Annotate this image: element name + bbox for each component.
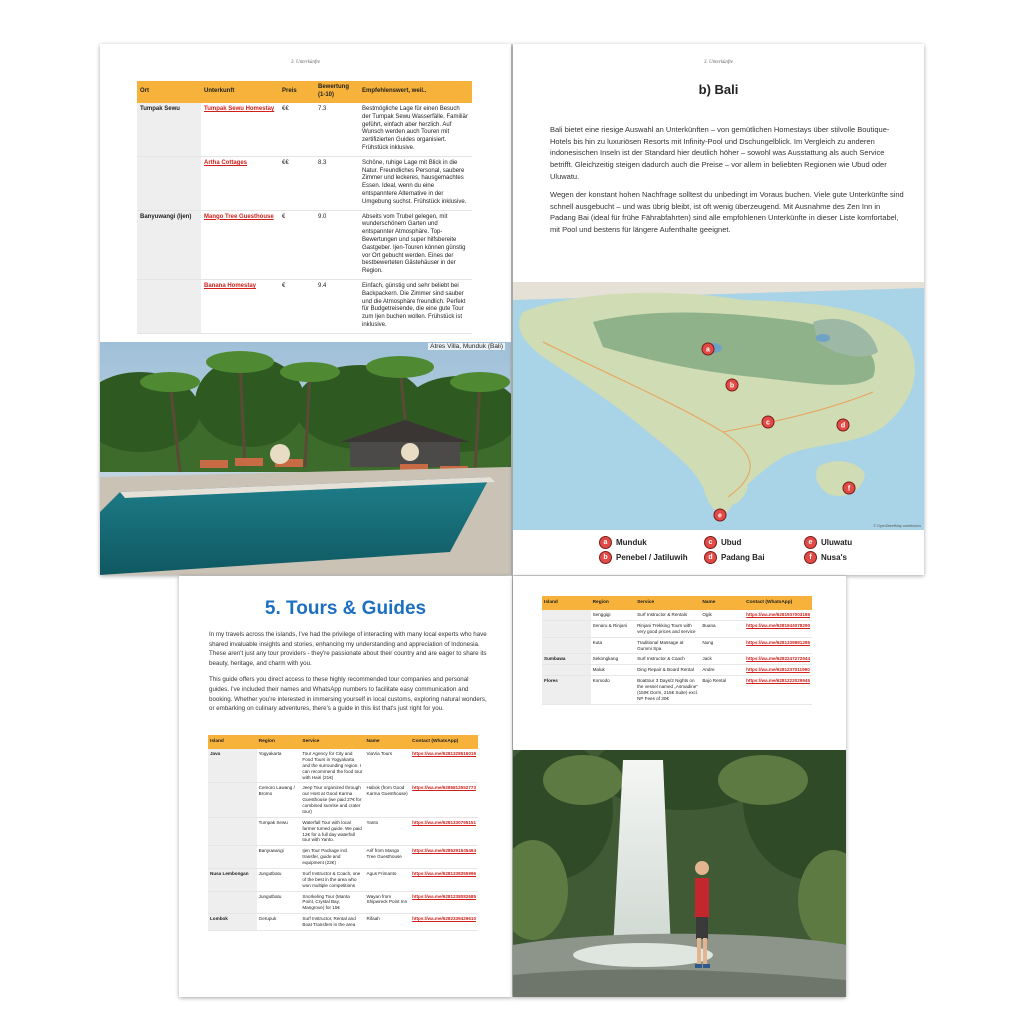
col-header-contact: Contact (WhatsApp) xyxy=(744,596,812,610)
legend-item: c Ubud xyxy=(704,536,741,549)
table-row: Nusa Lembongan Jungutbatu Surf Instructor & Coach, one of the best in the area who won multiple competitions Agus Frimanto https://wa.me/6281338355996 xyxy=(208,868,478,891)
whatsapp-link[interactable]: https://wa.me/6281338355996 xyxy=(412,870,476,876)
whatsapp-link[interactable]: https://wa.me/6281238082685 xyxy=(412,893,476,899)
table-row: Senggigi Surf Instructor & Rentals Ogik https://wa.me/6281937003186 xyxy=(542,610,812,620)
table-row: Kuta Traditional Massage at Gummi Spa Nung https://wa.me/6281339881285 xyxy=(542,637,812,654)
legend-item: a Munduk xyxy=(599,536,647,549)
cell-rating: 9.0 xyxy=(315,210,359,279)
col-header-region: Region xyxy=(591,596,636,610)
col-header-island: Island xyxy=(542,596,591,610)
marker-badge-icon: d xyxy=(704,551,717,564)
cell-rating: 7.3 xyxy=(315,103,359,156)
table-row xyxy=(137,103,472,156)
table-row: Flores Komodo Boattour 3 Days/2 Nights on the vessel named „Asmadine" (150€ Dorm, 215€ Suite) excl. NP Fees of 30€ Bajo Rental https://wa.me/6281222029945 xyxy=(542,676,812,705)
paragraph: This guide offers you direct access to these highly recommended tour companies and personal guides. I've included their names and WhatsApp numbers to facilitate easy communication and booking. Whether you're interested in immersing yourself in local customs, exploring natural wonders, or embarking on culinary adventures, there's a guide in this list that's just right for you. xyxy=(209,676,487,713)
paragraph: Bali bietet eine riesige Auswahl an Unterkünften – von gemütlichen Homestays über stilvolle Boutique-Hotels bis hin zu luxuriösen Resorts mit Infinity-Pool und Dschungelblick. Im Vergleich zu anderen indonesischen Inseln ist der Standard hier deutlich höher – sowohl was Ausstattung als auch Service betrifft. Gleichzeitig steigen dadurch auch die Preise – vor allem in beliebten Regionen wie Ubud oder Uluwatu. xyxy=(550,125,890,181)
map-marker[interactable] xyxy=(726,379,738,391)
svg-text:a: a xyxy=(706,346,710,354)
svg-text:d: d xyxy=(840,422,846,430)
accommodation-link[interactable]: Artha Cottages xyxy=(204,159,248,166)
accommodation-table xyxy=(137,81,472,334)
map-marker[interactable] xyxy=(843,482,855,494)
map-marker[interactable] xyxy=(714,509,726,521)
running-head: 3. Unterkünfte xyxy=(291,60,320,65)
whatsapp-link[interactable]: https://wa.me/6281944078290 xyxy=(746,622,810,628)
col-header-preis: Preis xyxy=(279,81,315,103)
whatsapp-link[interactable]: https://wa.me/6282247272944 xyxy=(746,656,810,662)
cell-price: € xyxy=(279,210,315,279)
marker-badge-icon: b xyxy=(599,551,612,564)
whatsapp-link[interactable]: https://wa.me/6285291545464 xyxy=(412,848,476,854)
svg-text:c: c xyxy=(766,419,770,427)
whatsapp-link[interactable]: https://wa.me/6285812552773 xyxy=(412,785,476,791)
svg-text:e: e xyxy=(718,512,722,520)
table-row: Tumpak Sewu Waterfall Tour with local farmer turned guide. We paid 12€ for a full day waterfall tour with Yanto. Yanto https://wa.me/6281330795151 xyxy=(208,817,478,846)
tours-table-continued xyxy=(542,596,812,705)
cell-location: Banyuwangi (Ijen) xyxy=(137,210,201,279)
map-attribution: © OpenStreetMap contributors xyxy=(873,524,921,528)
running-head: 3. Unterkünfte xyxy=(704,60,733,65)
table-row xyxy=(137,210,472,279)
cell-price: €€ xyxy=(279,156,315,210)
whatsapp-link[interactable]: https://wa.me/6281339881285 xyxy=(746,639,810,645)
col-header-contact: Contact (WhatsApp) xyxy=(410,735,478,749)
marker-badge-icon: e xyxy=(804,536,817,549)
cell-description: Schöne, ruhige Lage mit Blick in die Natur. Freundliches Personal, saubere Zimmer und leckeres, hausgemachtes Essen. Ideal, wenn du eine entspanntere Alternative in der Umgebung suchst. Frühstück inklusive. xyxy=(359,156,472,210)
marker-badge-icon: a xyxy=(599,536,612,549)
waterfall-photo xyxy=(513,750,846,997)
svg-text:b: b xyxy=(729,382,735,390)
map-marker[interactable] xyxy=(762,416,774,428)
table-row: Banyuwangi Ijen Tour Package incl. transfer, guide and equipment (22€) Arif from Mango Tree Guesthouse https://wa.me/6285291545464 xyxy=(208,846,478,869)
table-row: Lombok Gerupuk Surf Instructor, Rental and Boat Transfers in the area Rifaah https://wa.me/6282339429610 xyxy=(208,914,478,931)
map-marker[interactable] xyxy=(702,343,714,355)
tours-intro xyxy=(209,630,490,721)
table-row xyxy=(137,156,472,210)
legend-item: e Uluwatu xyxy=(804,536,852,549)
bali-intro xyxy=(550,124,904,243)
cell-description: Abseits vom Trubel gelegen, mit wunderschönem Garten und entspannter Atmosphäre. Top-Bewertungen und super hilfsbereite Gastgeber. Ijen-Touren können günstig vor Ort gebucht werden. Eines der bestbewerteten Gästehäuser in der Region. xyxy=(359,210,472,279)
cell-price: € xyxy=(279,279,315,333)
col-header-unterkunft: Unterkunft xyxy=(201,81,279,103)
table-row xyxy=(137,279,472,333)
table-row: Java Yogyakarta Tour Agency for City and Food Tours in Yogyakarta and the surrounding region. I can recommend the food tour with Hairi (21€) ViaVia Tours https://wa.me/6281328516019 xyxy=(208,749,478,783)
col-header-bewertung: Bewertung (1-10) xyxy=(315,81,359,103)
col-header-ort: Ort xyxy=(137,81,201,103)
cell-price: €€ xyxy=(279,103,315,156)
legend-item: d Padang Bai xyxy=(704,551,765,564)
legend-item: b Penebel / Jatiluwih xyxy=(599,551,688,564)
cell-location: Tumpak Sewu xyxy=(137,103,201,156)
cell-rating: 8.3 xyxy=(315,156,359,210)
table-row: Senaru & Rinjani Rinjani Trekking Tours with very good prices and service Buana https://wa.me/6281944078290 xyxy=(542,620,812,637)
whatsapp-link[interactable]: https://wa.me/6281237011990 xyxy=(746,667,810,673)
whatsapp-link[interactable]: https://wa.me/6281937003186 xyxy=(746,612,810,617)
marker-badge-icon: f xyxy=(804,551,817,564)
bali-map[interactable] xyxy=(513,282,924,530)
whatsapp-link[interactable]: https://wa.me/6281328516019 xyxy=(412,751,476,756)
col-header-name: Name xyxy=(365,735,411,749)
whatsapp-link[interactable]: https://wa.me/6281222029945 xyxy=(746,678,810,684)
pool-villa-photo xyxy=(100,342,511,575)
paragraph: In my travels across the islands, I've had the privilege of interacting with many local experts who have shared invaluable insights and stories, enhancing my understanding and appreciation of Indonesia. These aren't just any tour providers - they're passionate about their country and are eager to share its beauty, heritage, and charm with you. xyxy=(209,631,487,667)
accommodation-link[interactable]: Banana Homestay xyxy=(204,282,257,289)
map-marker[interactable] xyxy=(837,419,849,431)
col-header-name: Name xyxy=(700,596,744,610)
tours-table xyxy=(208,735,478,931)
section-title: 5. Tours & Guides xyxy=(264,598,427,619)
col-header-empfehlenswert: Empfehlenswert, weil.. xyxy=(359,81,472,103)
col-header-service: Service xyxy=(635,596,700,610)
legend-item: f Nusa's xyxy=(804,551,847,564)
col-header-service: Service xyxy=(300,735,364,749)
marker-badge-icon: c xyxy=(704,536,717,549)
paragraph: Wegen der konstant hohen Nachfrage solltest du unbedingt im Voraus buchen. Viele gute Unterkünfte sind schnell ausgebucht – und was übrig bleibt, ist oft wenig überzeugend. Mit Ausnahme des Zen Inn in Padang Bai (ideal für frühe Fährabfahrten) sind alle empfohlenen Unterkünfte in dieser Liste komfortabel, mit Pool und bestens für längere Aufenthalte geeignet. xyxy=(550,190,904,234)
cell-rating: 9.4 xyxy=(315,279,359,333)
accommodation-link[interactable]: Mango Tree Guesthouse xyxy=(204,213,274,220)
page-tours-guides xyxy=(179,576,512,997)
cell-location xyxy=(137,279,201,333)
cell-location xyxy=(137,156,201,210)
table-row: Sumbawa Sekongkang Surf Instructor & Coach Jack https://wa.me/6282247272944 xyxy=(542,654,812,665)
col-header-island: Island xyxy=(208,735,257,749)
cell-description: Bestmögliche Lage für einen Besuch der Tumpak Sewu Wasserfälle. Familiär geführt, einfach aber herzlich. Auf Wunsch werden auch Touren mit zertifizierten Guides organisiert. Frühstück inklusive. xyxy=(359,103,472,156)
table-row: Jungutbatu Snorkeling Tour (Manta Point, Crystal Bay, Mangrove) for 15€ Wayan from Shipwreck Point Inn https://wa.me/6281238082685 xyxy=(208,891,478,914)
whatsapp-link[interactable]: https://wa.me/6281330795151 xyxy=(412,819,476,825)
col-header-region: Region xyxy=(257,735,301,749)
cell-description: Einfach, günstig und sehr beliebt bei Backpackern. Die Zimmer sind sauber und die Atmosphäre freundlich. Perfekt für Budgetreisende, die eine gute Tour zum Ijen buchen wollen. Frühstück ist inklusive. xyxy=(359,279,472,333)
photo-caption: Atres Villa, Munduk (Bali) xyxy=(430,343,503,350)
svg-text:f: f xyxy=(847,485,851,493)
whatsapp-link[interactable]: https://wa.me/6282339429610 xyxy=(412,916,476,922)
table-row: Maluk Ding Repair & Board Rental Andre https://wa.me/6281237011990 xyxy=(542,665,812,676)
accommodation-link[interactable]: Tumpak Sewu Homestay xyxy=(204,106,275,112)
page-bali xyxy=(513,44,924,575)
section-title: b) Bali xyxy=(698,82,739,97)
table-row: Cemoro Lawang / Bromo Jeep Tour organized through our Host at Good Karma Guesthouse (we paid 27€ for combined sunrise and crater tour) Habok (from Good Karma Guesthouse) https://wa.me/6285812552773 xyxy=(208,783,478,817)
page-tours-continued xyxy=(513,576,846,997)
page-accommodation-table xyxy=(100,44,511,575)
